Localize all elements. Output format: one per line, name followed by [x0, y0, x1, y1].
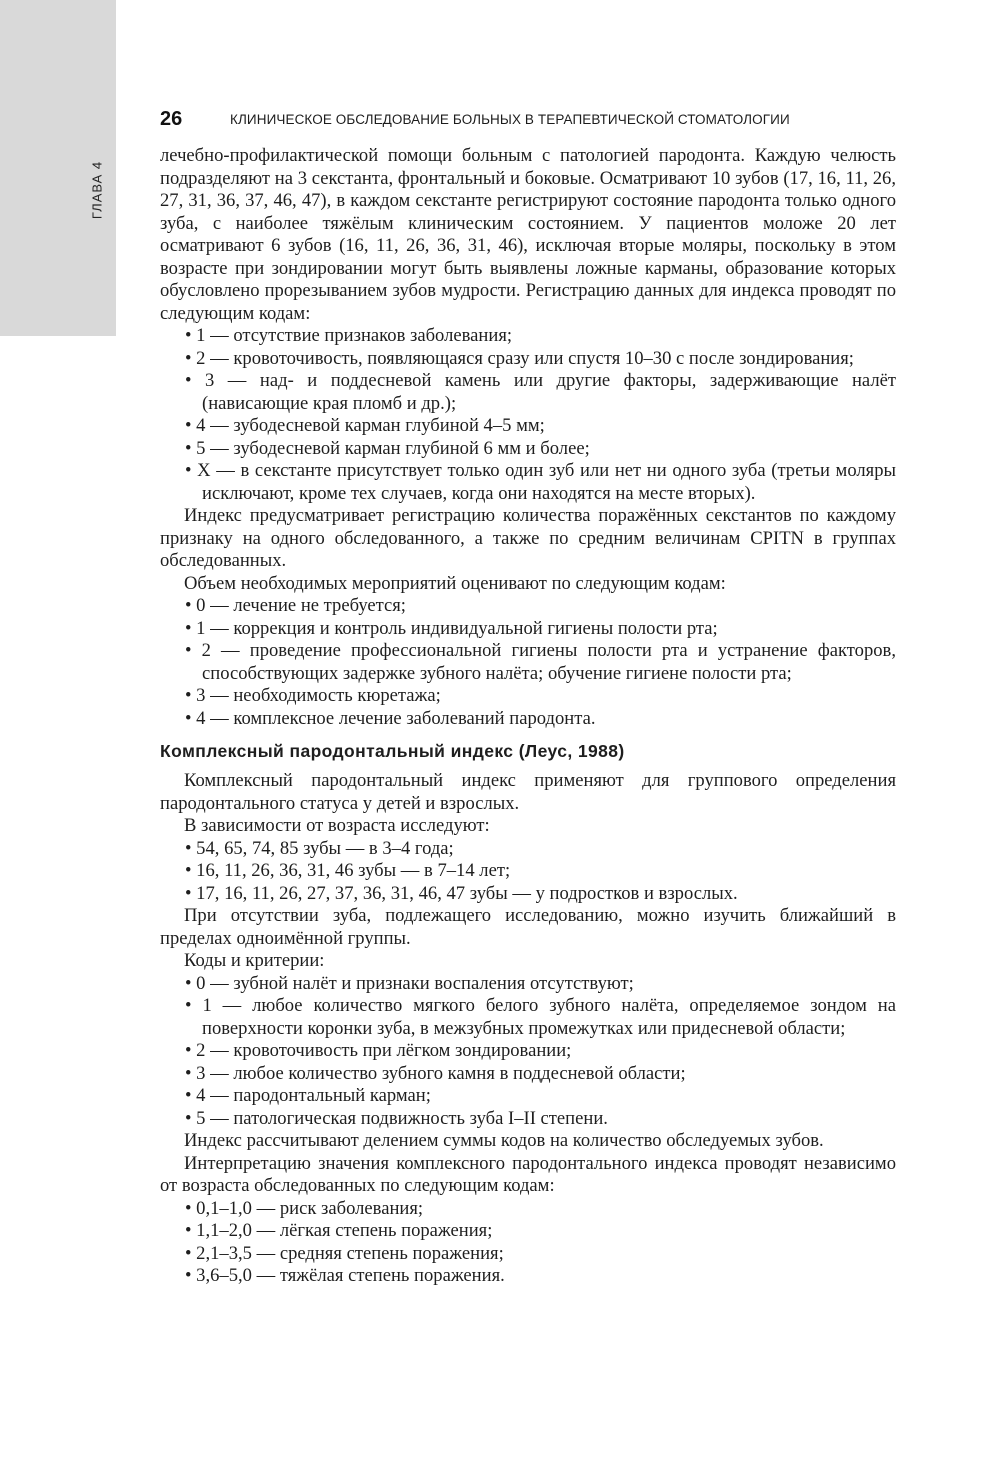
list-item: • 3 — любое количество зубного камня в поддесневой области;: [160, 1063, 896, 1086]
registration-paragraph: Индекс предусматривает регистрацию количества поражённых секстантов по каждому признаку на одного обследованного, а также по средним величинам CPITN в группах обследованных.: [160, 505, 896, 571]
list-item: • 2,1–3,5 — средняя степень поражения;: [160, 1243, 896, 1266]
list-item: • 2 — проведение профессиональной гигиены полости рта и устранение факторов, способствующих задержке зубного налёта; обучение гигиене полости рта;: [160, 640, 896, 685]
cpitn-codes-list: [160, 325, 896, 505]
interpretation-list: [160, 1198, 896, 1288]
kpi-intro-paragraph: Комплексный пародонтальный индекс применяют для группового определения пародонтального статуса у детей и взрослых.: [160, 770, 896, 814]
interpretation-intro-paragraph: Интерпретацию значения комплексного пародонтального индекса проводят независимо от возраста обследованных по следующим кодам:: [160, 1152, 896, 1196]
list-item: • 16, 11, 26, 36, 31, 46 зубы — в 7–14 лет;: [160, 860, 896, 883]
list-item: • 0 — зубной налёт и признаки воспаления отсутствуют;: [160, 973, 896, 996]
chapter-label: ГЛАВА 4: [89, 160, 105, 220]
list-item: • 54, 65, 74, 85 зубы — в 3–4 года;: [160, 838, 896, 861]
calculation-paragraph: Индекс рассчитывают делением суммы кодов на количество обследуемых зубов.: [184, 1130, 824, 1151]
list-item: • 0,1–1,0 — риск заболевания;: [160, 1198, 896, 1221]
age-groups-list: [160, 838, 896, 906]
list-item: • 3 — над- и поддесневой камень или другие факторы, задерживающие налёт (нависающие края пломб и др.);: [160, 370, 896, 415]
list-item: • 1,1–2,0 — лёгкая степень поражения;: [160, 1220, 896, 1243]
list-item: • 5 — патологическая подвижность зуба I–II степени.: [160, 1108, 896, 1131]
list-item: • 2 — кровоточивость при лёгком зондировании;: [160, 1040, 896, 1063]
list-item: • 1 — отсутствие признаков заболевания;: [160, 325, 896, 348]
list-item: • 3,6–5,0 — тяжёлая степень поражения.: [160, 1265, 896, 1288]
chapter-side-tab: [0, 0, 116, 336]
treatment-codes-list: [160, 595, 896, 730]
criteria-intro-paragraph: Коды и критерии:: [184, 950, 325, 971]
list-item: • 4 — пародонтальный карман;: [160, 1085, 896, 1108]
section-heading: Комплексный пародонтальный индекс (Леус, 1988): [160, 741, 625, 761]
list-item: • 4 — комплексное лечение заболеваний пародонта.: [160, 708, 896, 731]
page-header: [160, 106, 900, 136]
list-item: • 1 — любое количество мягкого белого зубного налёта, определяемое зондом на поверхности коронки зуба, в межзубных промежутках или придесневой области;: [160, 995, 896, 1040]
criteria-list: [160, 973, 896, 1131]
age-intro-paragraph: В зависимости от возраста исследуют:: [184, 815, 490, 836]
page-number: 26: [160, 108, 183, 130]
list-item: • 0 — лечение не требуется;: [160, 595, 896, 618]
running-title: КЛИНИЧЕСКОЕ ОБСЛЕДОВАНИЕ БОЛЬНЫХ В ТЕРАПЕВТИЧЕСКОЙ СТОМАТОЛОГИИ: [230, 112, 790, 127]
list-item: • 17, 16, 11, 26, 27, 37, 36, 31, 46, 47 зубы — у подростков и взрослых.: [160, 883, 896, 906]
list-item: • 3 — необходимость кюретажа;: [160, 685, 896, 708]
list-item: • X — в секстанте присутствует только один зуб или нет ни одного зуба (третьи моляры исключают, кроме тех случаев, когда они находятся на месте вторых).: [160, 460, 896, 505]
cpitn-intro-paragraph: лечебно-профилактической помощи больным с патологией пародонта. Каждую челюсть подразделяют на 3 секстанта, фронтальный и боковые. Осматривают 10 зубов (17, 16, 11, 26, 27, 31, 36, 37, 46, 47), в каждом секстанте регистрируют состояние пародонта только одного зуба, с наиболее тяжёлым клиническим состоянием. У пациентов моложе 20 лет осматривают 6 зубов (16, 11, 26, 36, 31, 46), исключая вторые моляры, поскольку в этом возрасте при зондировании могут быть выявлены ложные карманы, образование которых обусловлено прорезыванием зубов мудрости. Регистрацию данных для индекса проводят по следующим кодам:: [160, 145, 896, 324]
list-item: • 1 — коррекция и контроль индивидуальной гигиены полости рта;: [160, 618, 896, 641]
list-item: • 2 — кровоточивость, появляющаяся сразу или спустя 10–30 с после зондирования;: [160, 348, 896, 371]
page-content: [160, 145, 896, 1288]
treatment-intro-paragraph: Объем необходимых мероприятий оценивают по следующим кодам:: [184, 572, 726, 594]
list-item: • 5 — зубодесневой карман глубиной 6 мм и более;: [160, 438, 896, 461]
missing-tooth-paragraph: При отсутствии зуба, подлежащего исследованию, можно изучить ближайший в пределах одноимённой группы.: [160, 905, 896, 949]
list-item: • 4 — зубодесневой карман глубиной 4–5 мм;: [160, 415, 896, 438]
